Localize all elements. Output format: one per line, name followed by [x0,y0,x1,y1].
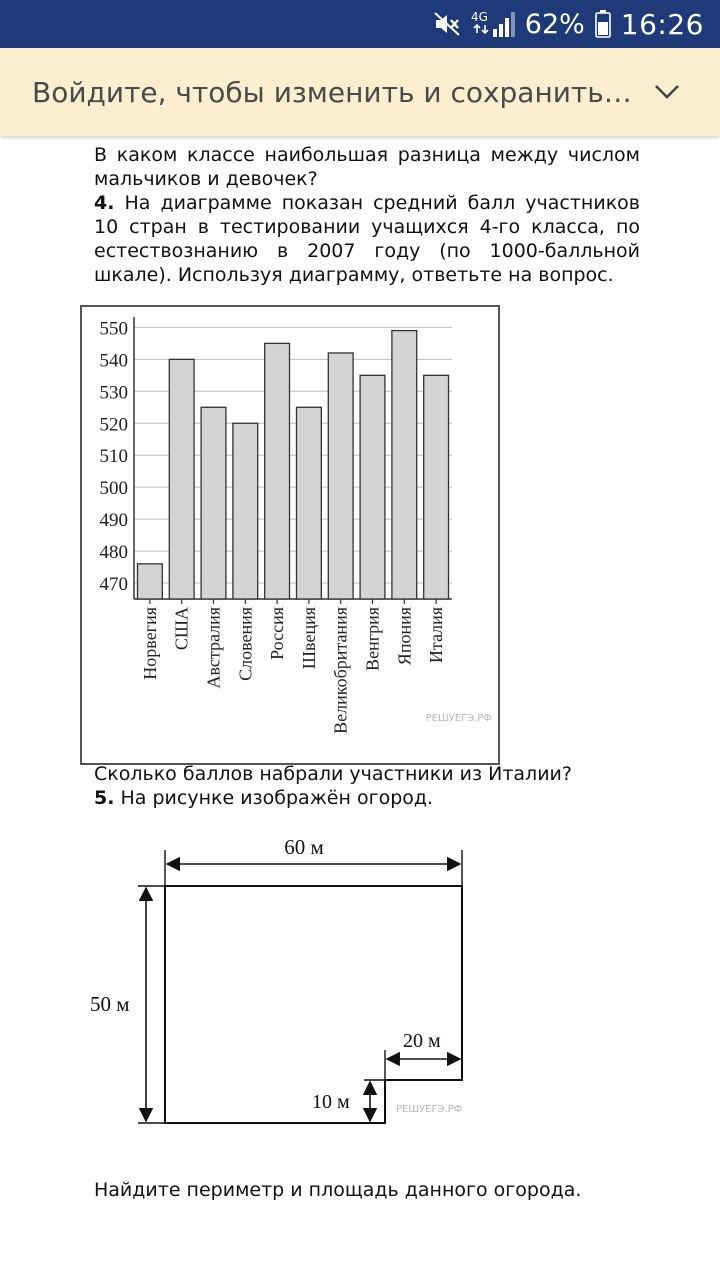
bar [328,353,353,599]
network-icon [471,9,515,39]
x-tick-label: Словения [235,607,256,681]
y-tick-label: 470 [99,574,128,596]
x-tick-label: Норвегия [139,607,160,680]
y-tick-label: 520 [99,414,128,436]
y-tick-label: 500 [99,478,128,500]
question-5 [80,786,640,810]
clock: 16:26 [620,7,704,41]
width-label: 60 м [284,835,324,859]
bar [424,375,449,599]
question-4-number: 4. [94,192,115,214]
x-tick-label: Великобритания [330,607,351,734]
question-4-question: Сколько баллов набрали участники из Италии? [94,763,572,785]
x-tick-label: США [171,607,192,651]
chart-watermark: РЕШУЕГЭ.РФ [425,713,492,724]
question-5-number: 5. [94,787,115,809]
y-tick-label: 550 [99,318,128,340]
y-tick-label: 490 [99,510,128,532]
question-3-text: В каком классе наибольшая разница между числом мальчиков и девочек? [94,144,640,190]
x-tick-label: Россия [267,607,288,660]
battery-icon [595,10,611,38]
bar [137,564,162,599]
bar [233,423,258,599]
height-label: 50 м [90,992,130,1016]
notch-width-label: 20 м [403,1030,441,1052]
garden-watermark: РЕШУЕГЭ.РФ [396,1104,463,1115]
y-tick-label: 480 [99,542,128,564]
status-bar [0,0,720,48]
bar [360,375,385,599]
x-tick-label: Япония [394,607,415,666]
question-5-text: На рисунке изображён огород. [120,787,434,809]
x-tick-label: Италия [426,607,447,664]
login-banner-text: Войдите, чтобы изменить и сохранить… [32,75,632,109]
notch-height-label: 10 м [312,1091,350,1113]
chevron-down-icon[interactable] [654,84,680,100]
bar [265,343,290,599]
login-banner[interactable] [0,48,720,136]
mute-icon [433,11,461,37]
bar [296,407,321,599]
bar [201,407,226,599]
x-tick-label: Швеция [298,607,319,670]
x-tick-label: Венгрия [362,607,383,671]
garden-outline [165,886,462,1123]
y-tick-label: 540 [99,350,128,372]
x-tick-label: Австралия [203,607,224,689]
question-5-prompt [80,1178,640,1202]
question-4-prompt [80,762,640,786]
bar-chart [80,305,500,765]
bar [169,359,194,599]
question-5-question: Найдите периметр и площадь данного огорода. [94,1179,582,1201]
question-4 [80,191,640,287]
battery-percent: 62% [524,8,585,40]
question-3-tail [80,143,640,191]
y-tick-label: 530 [99,382,128,404]
y-tick-label: 510 [99,446,128,468]
bar [392,331,417,599]
network-label: 4G [470,10,488,24]
bar-chart-svg [82,307,498,763]
question-4-text: На диаграмме показан средний балл участников 10 стран в тестировании учащихся 4-го класса, по естествознанию в 2007 году (по 1000-балльной шкале). Используя диаграмму, ответьте на вопрос. [94,192,640,286]
garden-figure [80,820,500,1140]
